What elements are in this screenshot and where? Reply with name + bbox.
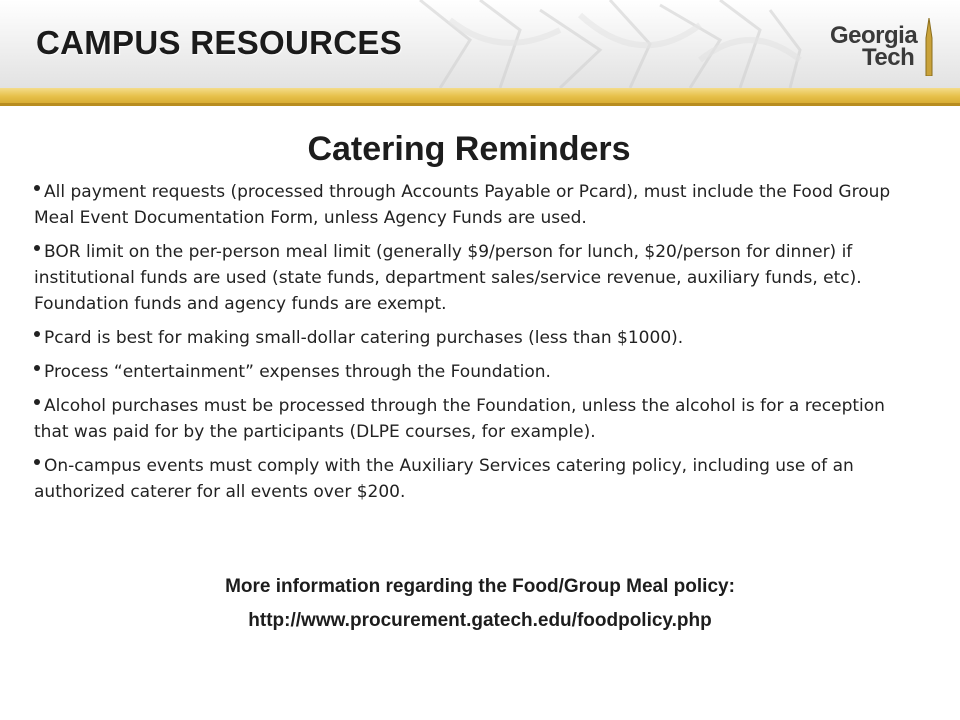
list-item xyxy=(34,453,924,505)
bullet-icon xyxy=(34,365,40,371)
reminder-list xyxy=(34,179,924,505)
list-item-text: Pcard is best for making small-dollar catering purchases (less than $1000). xyxy=(44,328,684,348)
list-item xyxy=(34,239,924,317)
section-title: CAMPUS RESOURCES xyxy=(36,24,403,61)
bullet-icon xyxy=(34,185,40,191)
bullet-icon xyxy=(34,331,40,337)
gold-divider-band xyxy=(0,88,960,106)
list-item-text: All payment requests (processed through Accounts Payable or Pcard), must include the Food Group Meal Event Documentation Form, unless Agency Funds are used. xyxy=(34,182,891,228)
logo-line-georgia: Georgia xyxy=(830,22,918,49)
bullet-icon xyxy=(34,399,40,405)
header-banner xyxy=(0,0,960,88)
list-item-text: On-campus events must comply with the Auxiliary Services catering policy, including use of an authorized caterer for all events over $200. xyxy=(34,456,854,502)
tech-tower-spire-icon xyxy=(922,18,936,76)
list-item-text: Process “entertainment” expenses through the Foundation. xyxy=(44,362,551,382)
list-item xyxy=(34,393,924,445)
list-item-text: BOR limit on the per-person meal limit (generally $9/person for lunch, $20/person for dinner) if institutional funds are used (state funds, department sales/service revenue, auxiliary funds, etc). Foundation funds and agency funds are exempt. xyxy=(34,242,862,314)
more-info-label: More information regarding the Food/Group Meal policy: xyxy=(225,576,735,597)
list-item xyxy=(34,179,924,231)
logo-line-tech: Tech xyxy=(862,44,915,71)
page-heading: Catering Reminders xyxy=(307,130,631,168)
list-item xyxy=(34,359,924,385)
bullet-icon xyxy=(34,245,40,251)
georgia-tech-logo xyxy=(822,14,942,78)
list-item-text: Alcohol purchases must be processed through the Foundation, unless the alcohol is for a reception that was paid for by the participants (DLPE courses, for example). xyxy=(34,396,885,442)
bullet-icon xyxy=(34,459,40,465)
food-policy-link[interactable]: http://www.procurement.gatech.edu/foodpolicy.php xyxy=(248,610,712,631)
list-item xyxy=(34,325,924,351)
content-area xyxy=(34,130,924,513)
